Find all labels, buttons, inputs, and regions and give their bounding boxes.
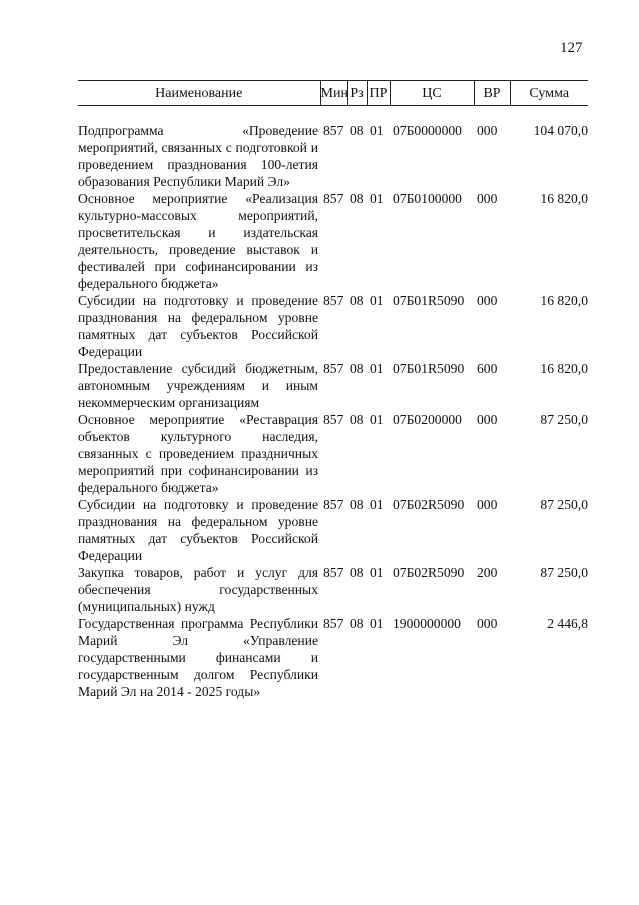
row-min: 857: [323, 293, 344, 308]
row-sum: 16 820,0: [540, 361, 588, 376]
row-min: 857: [323, 497, 344, 512]
budget-table: [78, 80, 588, 700]
row-rz: 08: [350, 497, 364, 512]
row-min: 857: [323, 361, 344, 376]
row-pr: 01: [370, 123, 384, 138]
header-vr: ВР: [474, 81, 510, 106]
table-row: [78, 615, 588, 700]
row-pr: 01: [370, 565, 384, 580]
row-cs: 07Б02R5090: [393, 565, 465, 580]
row-pr: 01: [370, 293, 384, 308]
row-rz: 08: [350, 412, 364, 427]
row-vr: 000: [477, 497, 498, 512]
row-sum: 87 250,0: [540, 565, 588, 580]
table-row: [78, 496, 588, 564]
row-name: Основное мероприятие «Реставрация объектов культурного наследия, связанных с проведением праздничных мероприятий при софинансировании из федерального бюджета»: [78, 412, 318, 495]
header-cs: ЦС: [390, 81, 474, 106]
row-vr: 000: [477, 191, 498, 206]
page-number: 127: [560, 40, 583, 56]
row-min: 857: [323, 565, 344, 580]
row-vr: 000: [477, 412, 498, 427]
table-row: [78, 411, 588, 496]
row-sum: 104 070,0: [533, 123, 588, 138]
header-rz: Рз: [347, 81, 367, 106]
row-sum: 16 820,0: [540, 293, 588, 308]
row-rz: 08: [350, 293, 364, 308]
header-sum: Сумма: [510, 81, 588, 106]
table-row: [78, 292, 588, 360]
header-min: Мин: [320, 81, 347, 106]
row-cs: 07Б0200000: [393, 412, 462, 427]
header-pr: ПР: [367, 81, 390, 106]
row-vr: 200: [477, 565, 498, 580]
row-name: Предоставление субсидий бюджетным, автономным учреждениям и иным некоммерческим организациям: [78, 361, 318, 410]
row-pr: 01: [370, 412, 384, 427]
row-cs: 07Б02R5090: [393, 497, 465, 512]
row-vr: 600: [477, 361, 498, 376]
table-row: [78, 564, 588, 615]
row-min: 857: [323, 123, 344, 138]
row-pr: 01: [370, 497, 384, 512]
row-name: Субсидии на подготовку и проведение празднования на федеральном уровне памятных дат субъектов Российской Федерации: [78, 293, 318, 359]
row-vr: 000: [477, 616, 498, 631]
row-sum: 87 250,0: [540, 497, 588, 512]
row-cs: 07Б01R5090: [393, 293, 465, 308]
row-min: 857: [323, 412, 344, 427]
table-row: [78, 190, 588, 292]
row-cs: 1900000000: [393, 616, 461, 631]
row-cs: 07Б0000000: [393, 123, 462, 138]
row-pr: 01: [370, 616, 384, 631]
row-rz: 08: [350, 361, 364, 376]
row-rz: 08: [350, 123, 364, 138]
table-row: [78, 360, 588, 411]
row-cs: 07Б0100000: [393, 191, 462, 206]
row-min: 857: [323, 191, 344, 206]
row-name: Государственная программа Республики Марий Эл «Управление государственными финансами и государственным долгом Республики Марий Эл на 2014 - 2025 годы»: [78, 616, 318, 699]
row-vr: 000: [477, 123, 498, 138]
row-vr: 000: [477, 293, 498, 308]
row-sum: 2 446,8: [547, 616, 588, 631]
row-rz: 08: [350, 616, 364, 631]
row-pr: 01: [370, 361, 384, 376]
row-sum: 87 250,0: [540, 412, 588, 427]
row-name: Субсидии на подготовку и проведение празднования на федеральном уровне памятных дат субъектов Российской Федерации: [78, 497, 318, 563]
header-name: Наименование: [78, 81, 320, 106]
row-rz: 08: [350, 565, 364, 580]
row-name: Закупка товаров, работ и услуг для обеспечения государственных (муниципальных) нужд: [78, 565, 318, 614]
table-row: [78, 122, 588, 190]
row-name: Подпрограмма «Проведение мероприятий, связанных с подготовкой и проведением празднования 100-летия образования Республики Марий Эл»: [78, 123, 318, 189]
row-sum: 16 820,0: [540, 191, 588, 206]
table-header-row: [78, 81, 588, 106]
row-cs: 07Б01R5090: [393, 361, 465, 376]
row-pr: 01: [370, 191, 384, 206]
row-rz: 08: [350, 191, 364, 206]
row-name: Основное мероприятие «Реализация культурно-массовых мероприятий, просветительская и издательская деятельность, проведение выставок и фестивалей при софинансировании из федерального бюджета»: [78, 191, 318, 291]
row-min: 857: [323, 616, 344, 631]
